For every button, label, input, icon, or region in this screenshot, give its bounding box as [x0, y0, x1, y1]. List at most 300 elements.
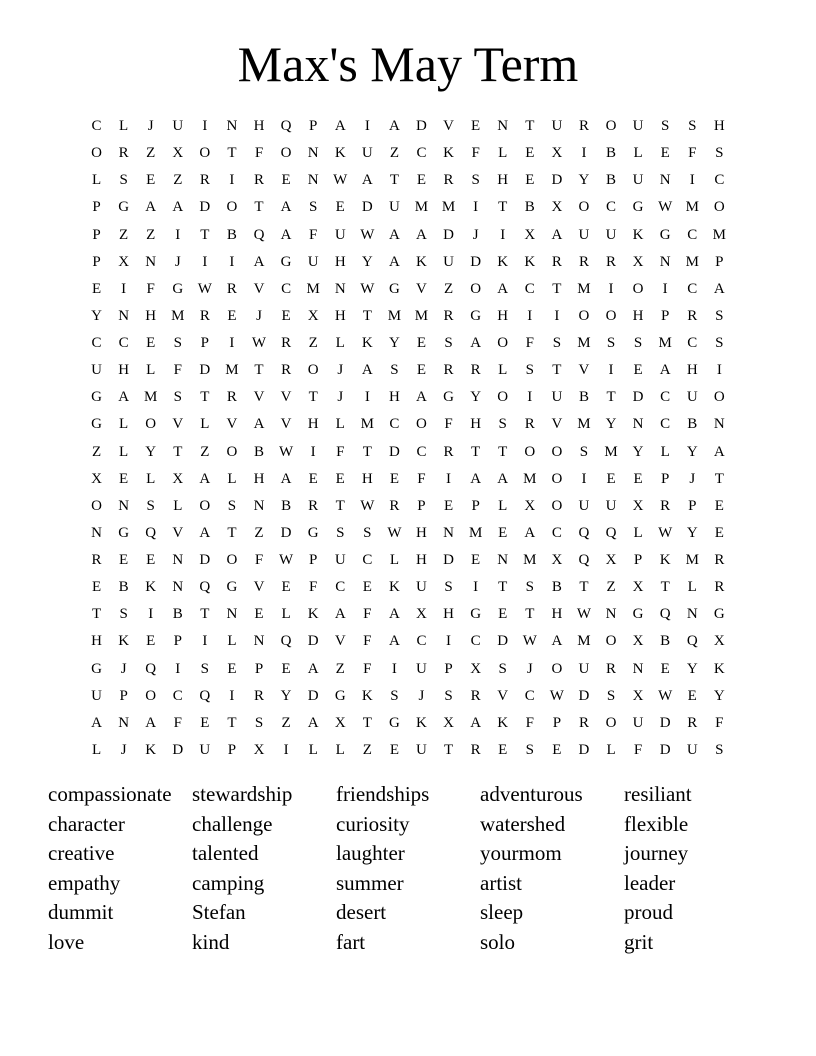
grid-letter[interactable]: W	[251, 335, 267, 351]
grid-letter[interactable]: A	[551, 633, 563, 650]
grid-letter[interactable]: A	[199, 524, 211, 541]
grid-letter[interactable]: O	[578, 307, 590, 324]
grid-letter[interactable]: T	[606, 389, 616, 406]
grid-letter[interactable]: A	[280, 470, 292, 487]
grid-letter[interactable]: A	[713, 443, 725, 460]
grid-letter[interactable]: N	[118, 497, 130, 514]
grid-letter[interactable]: G	[632, 606, 644, 623]
grid-letter[interactable]: C	[470, 633, 481, 650]
grid-letter[interactable]: X	[524, 226, 536, 243]
grid-letter[interactable]: K	[443, 145, 454, 162]
grid-letter[interactable]: I	[202, 633, 208, 650]
grid-letter[interactable]: S	[173, 335, 182, 351]
grid-letter[interactable]: Z	[173, 172, 183, 189]
grid-letter[interactable]: V	[443, 118, 454, 134]
grid-letter[interactable]: R	[470, 687, 481, 704]
grid-letter[interactable]: G	[713, 606, 725, 623]
grid-letter[interactable]: G	[226, 579, 238, 596]
grid-letter[interactable]: O	[199, 497, 211, 514]
grid-letter[interactable]: T	[227, 524, 237, 541]
grid-letter[interactable]: R	[660, 497, 671, 514]
grid-letter[interactable]: I	[175, 660, 181, 677]
grid-letter[interactable]: E	[335, 470, 345, 487]
grid-letter[interactable]: T	[552, 362, 562, 379]
grid-letter[interactable]: S	[390, 687, 399, 704]
grid-letter[interactable]: D	[632, 389, 644, 406]
grid-letter[interactable]: D	[307, 687, 319, 704]
grid-letter[interactable]: X	[551, 199, 563, 216]
grid-letter[interactable]: U	[632, 118, 644, 134]
grid-letter[interactable]: O	[605, 118, 617, 134]
grid-letter[interactable]: R	[687, 714, 698, 731]
grid-letter[interactable]: V	[253, 579, 265, 596]
grid-letter[interactable]: M	[577, 416, 591, 433]
grid-letter[interactable]: S	[661, 118, 670, 134]
grid-letter[interactable]: P	[417, 497, 426, 514]
grid-letter[interactable]: I	[581, 470, 587, 487]
grid-letter[interactable]: O	[578, 199, 590, 216]
grid-letter[interactable]: A	[713, 280, 725, 297]
grid-letter[interactable]: N	[497, 552, 509, 568]
grid-letter[interactable]: N	[118, 307, 130, 324]
grid-letter[interactable]: T	[335, 497, 345, 514]
grid-letter[interactable]: I	[283, 741, 289, 758]
grid-letter[interactable]: R	[199, 307, 210, 324]
grid-letter[interactable]: E	[281, 307, 291, 324]
grid-letter[interactable]: R	[254, 172, 265, 189]
grid-letter[interactable]: S	[173, 389, 182, 406]
grid-letter[interactable]: P	[633, 552, 643, 568]
grid-letter[interactable]: I	[608, 280, 614, 297]
grid-letter[interactable]: D	[172, 741, 184, 758]
grid-letter[interactable]: H	[443, 606, 454, 623]
grid-letter[interactable]: T	[579, 579, 589, 596]
grid-letter[interactable]: B	[118, 579, 129, 596]
grid-letter[interactable]: O	[145, 687, 157, 704]
grid-letter[interactable]: Q	[605, 524, 617, 541]
grid-letter[interactable]: Y	[578, 172, 590, 189]
grid-letter[interactable]: I	[364, 389, 370, 406]
grid-letter[interactable]: U	[199, 741, 211, 758]
grid-letter[interactable]: X	[632, 497, 644, 514]
grid-letter[interactable]: S	[336, 524, 345, 541]
grid-letter[interactable]: K	[632, 226, 644, 243]
grid-letter[interactable]: Z	[254, 524, 264, 541]
grid-letter[interactable]: H	[253, 118, 265, 134]
grid-letter[interactable]: R	[578, 253, 589, 270]
grid-letter[interactable]: Y	[605, 416, 617, 433]
grid-letter[interactable]: H	[632, 307, 644, 324]
grid-letter[interactable]: M	[387, 307, 402, 324]
grid-letter[interactable]: H	[361, 470, 373, 487]
grid-letter[interactable]: G	[659, 226, 671, 243]
grid-letter[interactable]: E	[525, 145, 535, 162]
grid-letter[interactable]: M	[577, 633, 591, 650]
grid-letter[interactable]: T	[498, 199, 508, 216]
grid-letter[interactable]: N	[497, 118, 509, 134]
grid-letter[interactable]: Z	[335, 660, 345, 677]
grid-letter[interactable]: F	[525, 335, 534, 351]
grid-letter[interactable]: X	[524, 497, 536, 514]
grid-letter[interactable]: J	[120, 660, 127, 677]
grid-letter[interactable]: A	[470, 470, 482, 487]
grid-letter[interactable]: H	[118, 362, 130, 379]
grid-letter[interactable]: K	[334, 145, 346, 162]
grid-letter[interactable]: P	[308, 118, 318, 134]
grid-letter[interactable]: K	[659, 552, 671, 568]
grid-letter[interactable]: X	[713, 633, 725, 650]
grid-letter[interactable]: K	[416, 714, 427, 731]
grid-letter[interactable]: Z	[146, 145, 156, 162]
grid-letter[interactable]: C	[335, 579, 346, 596]
grid-letter[interactable]: G	[334, 687, 346, 704]
grid-letter[interactable]: Z	[200, 443, 210, 460]
grid-letter[interactable]: I	[148, 606, 154, 623]
grid-letter[interactable]: Y	[686, 660, 698, 677]
grid-letter[interactable]: W	[360, 497, 375, 514]
grid-letter[interactable]: A	[524, 524, 536, 541]
grid-letter[interactable]: M	[171, 307, 185, 324]
grid-letter[interactable]: N	[172, 579, 184, 596]
grid-letter[interactable]: V	[253, 389, 265, 406]
grid-letter[interactable]: I	[689, 172, 695, 189]
grid-letter[interactable]: T	[308, 389, 318, 406]
grid-letter[interactable]: T	[254, 199, 264, 216]
grid-letter[interactable]: O	[632, 280, 644, 297]
grid-letter[interactable]: F	[688, 145, 697, 162]
grid-letter[interactable]: P	[92, 226, 101, 243]
grid-letter[interactable]: K	[145, 579, 157, 596]
grid-letter[interactable]: R	[470, 362, 481, 379]
grid-letter[interactable]: B	[606, 172, 617, 189]
grid-letter[interactable]: T	[525, 118, 535, 134]
grid-letter[interactable]: Z	[146, 226, 156, 243]
grid-letter[interactable]: N	[632, 660, 644, 677]
grid-letter[interactable]: X	[253, 741, 265, 758]
grid-letter[interactable]: R	[714, 579, 725, 596]
grid-letter[interactable]: P	[200, 335, 210, 351]
grid-letter[interactable]: A	[388, 606, 400, 623]
grid-letter[interactable]: P	[715, 253, 724, 270]
grid-letter[interactable]: A	[91, 714, 102, 731]
grid-letter[interactable]: I	[554, 307, 560, 324]
grid-letter[interactable]: Y	[91, 307, 102, 324]
grid-letter[interactable]: S	[471, 172, 480, 189]
grid-letter[interactable]: H	[713, 118, 725, 134]
grid-letter[interactable]: E	[281, 579, 291, 596]
grid-letter[interactable]: W	[522, 633, 537, 650]
grid-letter[interactable]: P	[471, 497, 480, 514]
grid-letter[interactable]: I	[473, 199, 479, 216]
grid-letter[interactable]: R	[443, 443, 454, 460]
grid-letter[interactable]: E	[146, 335, 156, 351]
grid-letter[interactable]: M	[685, 552, 699, 568]
grid-letter[interactable]: O	[524, 443, 536, 460]
grid-letter[interactable]: C	[416, 633, 427, 650]
grid-letter[interactable]: O	[497, 335, 509, 351]
grid-letter[interactable]: T	[254, 362, 264, 379]
grid-letter[interactable]: F	[254, 552, 264, 568]
grid-letter[interactable]: L	[335, 416, 345, 433]
grid-letter[interactable]: U	[91, 362, 102, 379]
grid-letter[interactable]: E	[714, 524, 724, 541]
grid-letter[interactable]: L	[227, 633, 237, 650]
grid-letter[interactable]: T	[227, 145, 237, 162]
grid-letter[interactable]: D	[578, 741, 590, 758]
grid-letter[interactable]: F	[363, 606, 372, 623]
grid-letter[interactable]: Y	[470, 389, 482, 406]
grid-letter[interactable]: U	[443, 253, 454, 270]
grid-letter[interactable]: F	[146, 280, 155, 297]
grid-letter[interactable]: T	[389, 172, 399, 189]
grid-letter[interactable]: I	[500, 226, 506, 243]
grid-letter[interactable]: O	[145, 416, 157, 433]
grid-letter[interactable]: N	[226, 118, 238, 134]
grid-letter[interactable]: C	[281, 280, 292, 297]
grid-letter[interactable]: A	[118, 389, 130, 406]
grid-letter[interactable]: O	[497, 389, 509, 406]
grid-letter[interactable]: K	[713, 660, 725, 677]
grid-letter[interactable]: I	[229, 172, 235, 189]
grid-letter[interactable]: H	[497, 172, 509, 189]
grid-letter[interactable]: J	[418, 687, 425, 704]
grid-letter[interactable]: J	[147, 118, 154, 134]
grid-letter[interactable]: A	[172, 199, 184, 216]
grid-letter[interactable]: C	[687, 335, 698, 351]
grid-letter[interactable]: B	[687, 416, 698, 433]
grid-letter[interactable]: W	[576, 606, 592, 623]
grid-letter[interactable]: D	[280, 524, 292, 541]
grid-letter[interactable]: M	[414, 307, 429, 324]
grid-letter[interactable]: O	[605, 633, 617, 650]
grid-letter[interactable]: X	[172, 470, 184, 487]
grid-letter[interactable]: U	[551, 118, 563, 134]
grid-letter[interactable]: E	[498, 606, 508, 623]
grid-letter[interactable]: L	[498, 145, 508, 162]
grid-letter[interactable]: Y	[686, 443, 698, 460]
grid-letter[interactable]: O	[199, 145, 211, 162]
grid-letter[interactable]: C	[524, 687, 535, 704]
grid-letter[interactable]: L	[119, 416, 129, 433]
grid-letter[interactable]: L	[335, 741, 345, 758]
grid-letter[interactable]: T	[200, 226, 210, 243]
grid-letter[interactable]: R	[389, 497, 400, 514]
grid-letter[interactable]: D	[416, 118, 427, 134]
grid-letter[interactable]: E	[389, 470, 399, 487]
grid-letter[interactable]: N	[334, 280, 346, 297]
grid-letter[interactable]: U	[605, 226, 617, 243]
grid-letter[interactable]: A	[497, 470, 509, 487]
grid-letter[interactable]: C	[687, 226, 698, 243]
grid-letter[interactable]: Z	[281, 714, 291, 731]
grid-letter[interactable]: F	[363, 660, 372, 677]
grid-letter[interactable]: Z	[362, 741, 372, 758]
grid-letter[interactable]: I	[202, 118, 208, 134]
grid-letter[interactable]: O	[226, 552, 238, 568]
grid-letter[interactable]: P	[444, 660, 453, 677]
grid-letter[interactable]: G	[307, 524, 319, 541]
grid-letter[interactable]: X	[172, 145, 184, 162]
grid-letter[interactable]: M	[604, 443, 618, 460]
grid-letter[interactable]: S	[119, 606, 128, 623]
grid-letter[interactable]: L	[119, 118, 129, 134]
grid-letter[interactable]: M	[685, 253, 699, 270]
grid-letter[interactable]: Y	[280, 687, 292, 704]
grid-letter[interactable]: S	[715, 335, 724, 351]
grid-letter[interactable]: D	[497, 633, 509, 650]
grid-letter[interactable]: Y	[361, 253, 373, 270]
grid-letter[interactable]: K	[307, 606, 319, 623]
grid-letter[interactable]: E	[633, 362, 643, 379]
grid-letter[interactable]: P	[552, 714, 562, 731]
grid-letter[interactable]: I	[446, 470, 452, 487]
grid-letter[interactable]: O	[470, 280, 482, 297]
grid-letter[interactable]: S	[715, 145, 724, 162]
grid-letter[interactable]: I	[527, 389, 533, 406]
grid-letter[interactable]: E	[416, 362, 427, 379]
grid-letter[interactable]: D	[388, 443, 400, 460]
grid-letter[interactable]: I	[581, 145, 587, 162]
grid-letter[interactable]: H	[551, 606, 563, 623]
grid-letter[interactable]: F	[715, 714, 724, 731]
grid-letter[interactable]: O	[91, 497, 102, 514]
grid-letter[interactable]: N	[226, 606, 238, 623]
grid-letter[interactable]: A	[388, 118, 400, 134]
grid-letter[interactable]: Q	[145, 524, 157, 541]
grid-letter[interactable]: T	[91, 606, 102, 623]
grid-letter[interactable]: U	[578, 660, 590, 677]
grid-letter[interactable]: A	[199, 470, 211, 487]
grid-letter[interactable]: E	[281, 172, 291, 189]
grid-letter[interactable]: Q	[280, 633, 292, 650]
grid-letter[interactable]: W	[333, 172, 348, 189]
grid-letter[interactable]: S	[444, 579, 453, 596]
grid-letter[interactable]: F	[363, 633, 372, 650]
grid-letter[interactable]: X	[632, 253, 644, 270]
grid-letter[interactable]: G	[280, 253, 292, 270]
grid-letter[interactable]: Q	[686, 633, 698, 650]
grid-letter[interactable]: F	[173, 362, 182, 379]
grid-letter[interactable]: E	[308, 470, 318, 487]
grid-letter[interactable]: G	[91, 660, 102, 677]
grid-letter[interactable]: I	[229, 687, 235, 704]
grid-letter[interactable]: P	[119, 687, 128, 704]
grid-letter[interactable]: P	[661, 307, 670, 324]
grid-letter[interactable]: B	[281, 497, 292, 514]
grid-letter[interactable]: E	[443, 497, 454, 514]
grid-letter[interactable]: H	[145, 307, 157, 324]
grid-letter[interactable]: A	[388, 633, 400, 650]
grid-letter[interactable]: B	[172, 606, 183, 623]
grid-letter[interactable]: C	[714, 172, 725, 189]
grid-letter[interactable]: C	[172, 687, 183, 704]
grid-letter[interactable]: J	[337, 362, 344, 379]
grid-letter[interactable]: C	[416, 443, 427, 460]
grid-letter[interactable]: I	[527, 307, 533, 324]
grid-letter[interactable]: K	[388, 579, 400, 596]
grid-letter[interactable]: A	[280, 199, 292, 216]
grid-letter[interactable]: M	[144, 389, 158, 406]
grid-letter[interactable]: R	[578, 714, 589, 731]
grid-letter[interactable]: W	[658, 687, 673, 704]
grid-letter[interactable]: A	[497, 280, 509, 297]
grid-letter[interactable]: S	[119, 172, 128, 189]
grid-letter[interactable]: Q	[578, 552, 590, 568]
grid-letter[interactable]: E	[606, 470, 616, 487]
grid-letter[interactable]: S	[444, 687, 453, 704]
grid-letter[interactable]: H	[334, 253, 346, 270]
grid-letter[interactable]: B	[524, 199, 535, 216]
grid-letter[interactable]: I	[310, 443, 316, 460]
grid-letter[interactable]: I	[229, 335, 235, 351]
grid-letter[interactable]: S	[200, 660, 210, 677]
grid-letter[interactable]: E	[525, 172, 535, 189]
grid-letter[interactable]: L	[173, 497, 183, 514]
grid-letter[interactable]: O	[226, 443, 238, 460]
grid-letter[interactable]: G	[470, 606, 482, 623]
grid-letter[interactable]: X	[470, 660, 482, 677]
grid-letter[interactable]: D	[443, 552, 454, 568]
grid-letter[interactable]: O	[280, 145, 292, 162]
grid-letter[interactable]: I	[446, 633, 452, 650]
grid-letter[interactable]: E	[687, 687, 697, 704]
grid-letter[interactable]: M	[577, 280, 591, 297]
grid-letter[interactable]: P	[308, 552, 318, 568]
grid-letter[interactable]: L	[633, 145, 643, 162]
grid-letter[interactable]: L	[281, 606, 291, 623]
grid-letter[interactable]: R	[687, 307, 698, 324]
grid-letter[interactable]: U	[334, 552, 346, 568]
grid-letter[interactable]: O	[416, 416, 427, 433]
grid-letter[interactable]: A	[145, 714, 157, 731]
grid-letter[interactable]: L	[227, 470, 237, 487]
grid-letter[interactable]: G	[388, 714, 400, 731]
grid-letter[interactable]: Y	[388, 335, 400, 351]
grid-letter[interactable]: B	[226, 226, 237, 243]
grid-letter[interactable]: X	[443, 714, 454, 731]
grid-letter[interactable]: L	[91, 172, 102, 189]
grid-letter[interactable]: C	[416, 145, 427, 162]
grid-letter[interactable]: R	[714, 552, 725, 568]
grid-letter[interactable]: R	[226, 389, 237, 406]
grid-letter[interactable]: H	[470, 416, 482, 433]
grid-letter[interactable]: H	[307, 416, 319, 433]
grid-letter[interactable]: Q	[199, 579, 211, 596]
grid-letter[interactable]: B	[551, 579, 562, 596]
grid-letter[interactable]: L	[606, 741, 616, 758]
grid-letter[interactable]: L	[308, 741, 318, 758]
grid-letter[interactable]: G	[91, 416, 102, 433]
grid-letter[interactable]: M	[360, 416, 374, 433]
grid-letter[interactable]: I	[391, 660, 397, 677]
grid-letter[interactable]: S	[498, 660, 507, 677]
grid-letter[interactable]: G	[91, 389, 102, 406]
grid-letter[interactable]: R	[308, 497, 319, 514]
grid-letter[interactable]: T	[362, 714, 372, 731]
grid-letter[interactable]: R	[470, 741, 481, 758]
grid-letter[interactable]: K	[497, 714, 509, 731]
grid-letter[interactable]: D	[578, 687, 590, 704]
grid-letter[interactable]: R	[199, 172, 210, 189]
grid-letter[interactable]: T	[525, 606, 535, 623]
grid-letter[interactable]: M	[658, 335, 672, 351]
grid-letter[interactable]: P	[661, 470, 670, 487]
grid-letter[interactable]: G	[388, 280, 400, 297]
grid-letter[interactable]: P	[227, 741, 237, 758]
grid-letter[interactable]: E	[227, 660, 237, 677]
grid-letter[interactable]: Y	[145, 443, 157, 460]
grid-letter[interactable]: G	[172, 280, 184, 297]
